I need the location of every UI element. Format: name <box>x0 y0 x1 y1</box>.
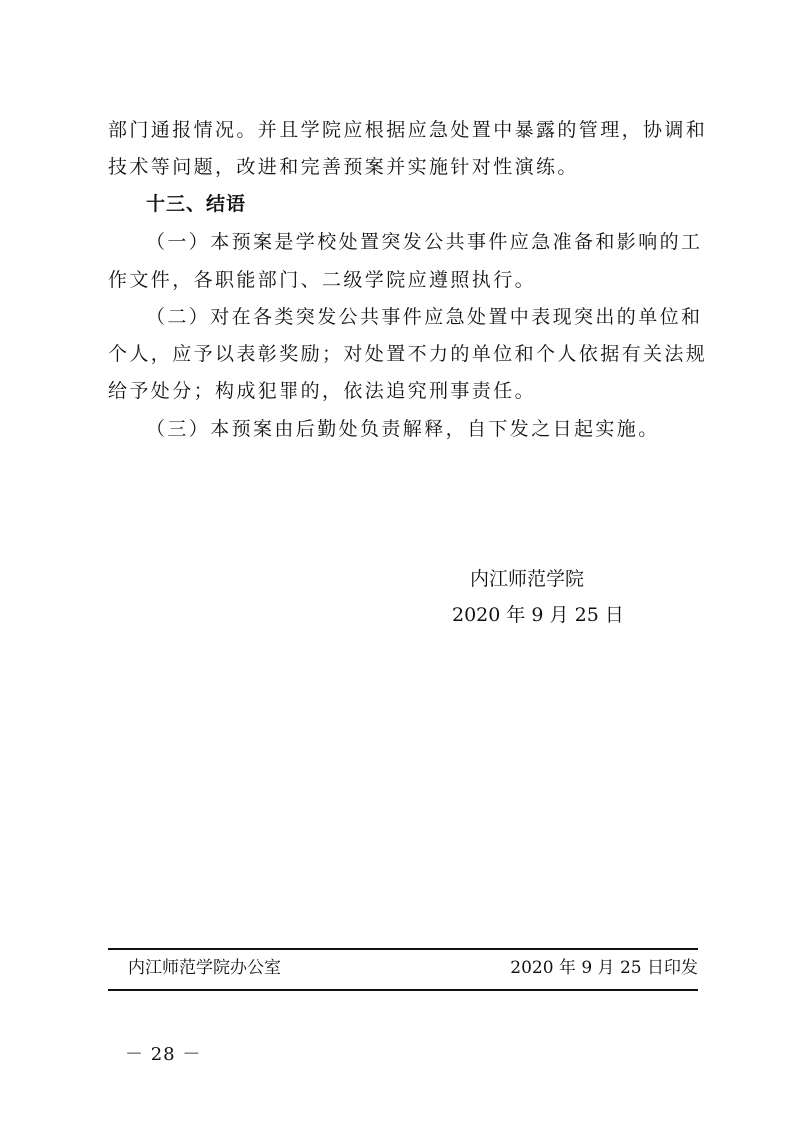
body-line-6: （二）对在各类突发公共事件应急处置中表现突出的单位和 <box>146 306 703 328</box>
signature-org: 内江师范学院 <box>470 568 585 590</box>
footer-bottom-rule <box>108 989 698 991</box>
body-line-8: 给予处分；构成犯罪的，依法追究刑事责任。 <box>108 380 537 402</box>
body-line-4: （一）本预案是学校处置突发公共事件应急准备和影响的工 <box>146 231 703 253</box>
page-number: － 28 － <box>125 1044 202 1065</box>
footer-issuer: 内江师范学院办公室 <box>128 958 281 978</box>
footer-top-rule <box>108 948 698 950</box>
body-line-1: 部门通报情况。并且学院应根据应急处置中暴露的管理，协调和 <box>108 119 708 141</box>
body-line-9: （三）本预案由后勤处负责解释，自下发之日起实施。 <box>146 418 660 440</box>
body-line-2: 技术等问题，改进和完善预案并实施针对性演练。 <box>108 156 579 178</box>
signature-date: 2020 年 9 月 25 日 <box>452 604 624 626</box>
footer-issue-date: 2020 年 9 月 25 日印发 <box>510 958 698 978</box>
body-line-7: 个人，应予以表彰奖励；对处置不力的单位和个人依据有关法规 <box>108 343 708 365</box>
body-line-5: 作文件，各职能部门、二级学院应遵照执行。 <box>108 269 537 291</box>
section-heading: 十三、结语 <box>146 193 247 215</box>
